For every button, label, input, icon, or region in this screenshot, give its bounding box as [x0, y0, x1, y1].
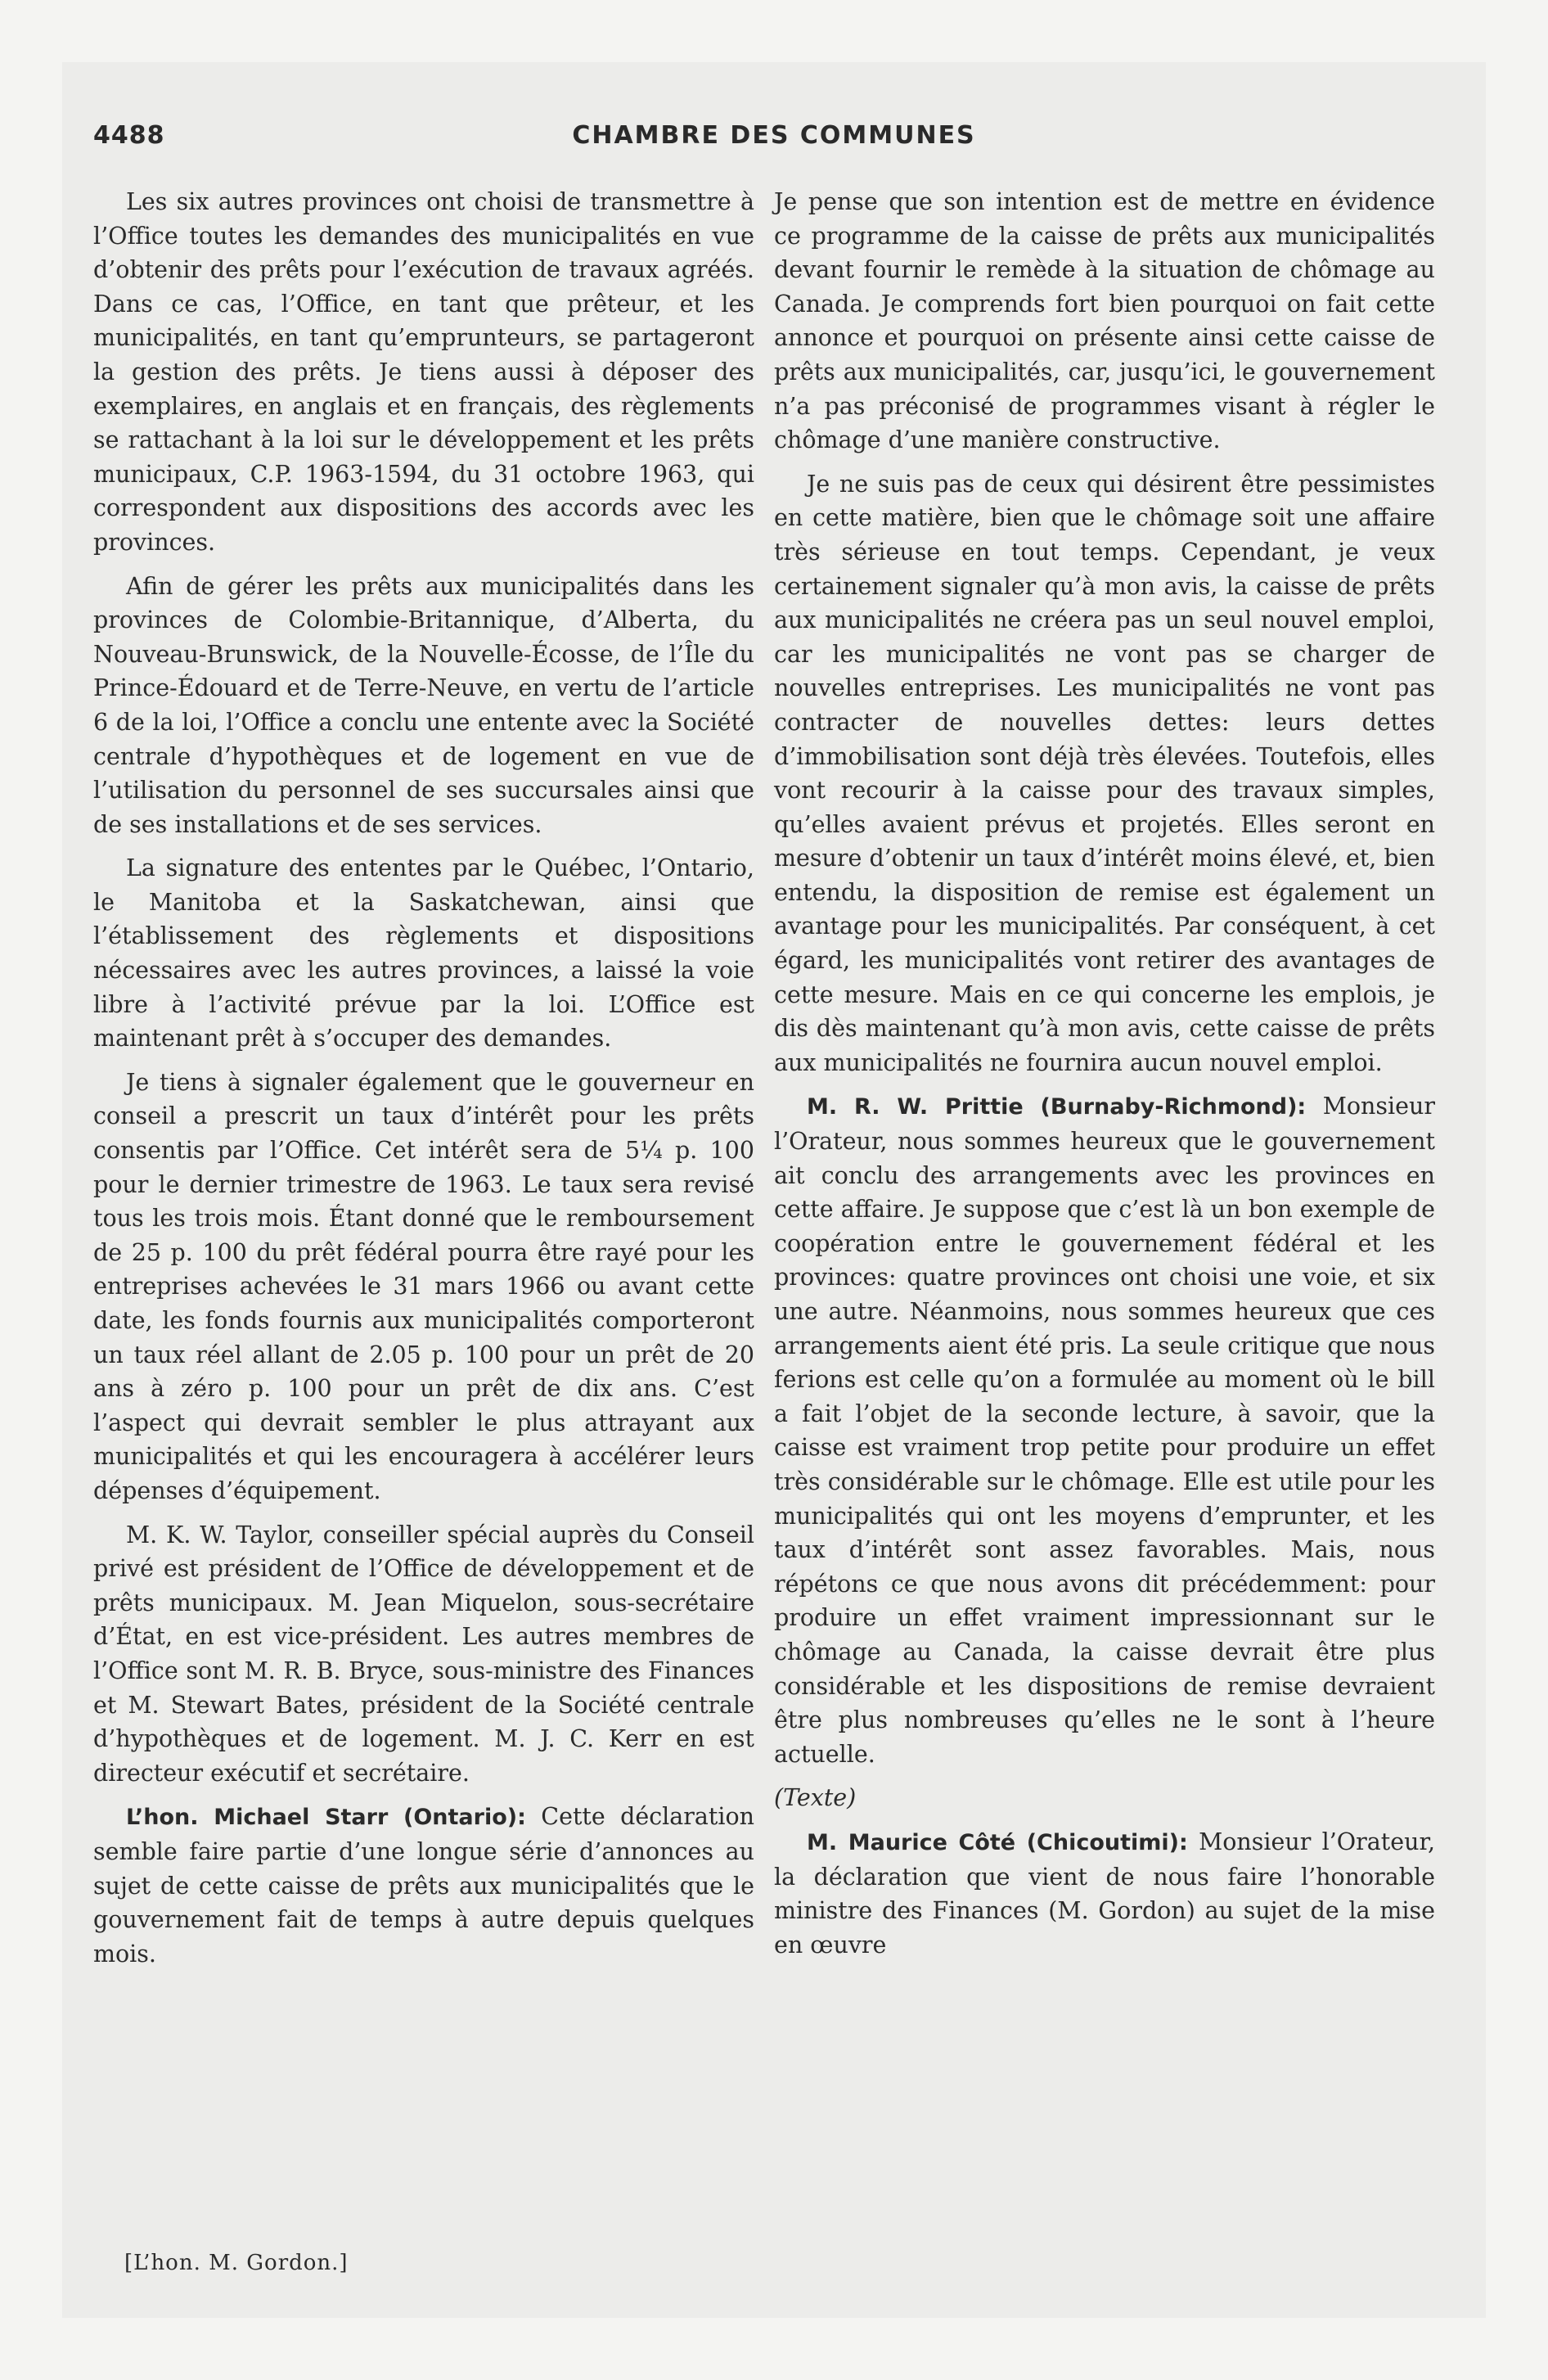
paragraph: Les six autres provinces ont choisi de transmettre à l’Office toutes les demandes des municipalités en vue d’obtenir des prêts pour l’exécution de travaux agréés. Dans ce cas, l’Office, en tant que prêteur, et les municipalités, en tant qu’emprunteurs, se partageront la gestion des prêts. Je tiens aussi à déposer des exemplaires, en anglais et en français, des règlements se rattachant à la loi sur le développement et les prêts municipaux, C.P. 1963-1594, du 31 octobre 1963, qui correspondent aux dispositions des accords avec les provinces. [93, 188, 754, 556]
paragraph: Je tiens à signaler également que le gouverneur en conseil a prescrit un taux d’intérêt pour les prêts consentis par l’Office. Cet intérêt sera de 5¼ p. 100 pour le dernier trimestre de 1963. Le taux sera revisé tous les trois mois. Étant donné que le remboursement de 25 p. 100 du prêt fédéral pourra être rayé pour les entreprises achevées le 31 mars 1966 ou avant cette date, les fonds fournis aux municipalités comporteront un taux réel allant de 2.05 p. 100 pour un prêt de 20 ans à zéro p. 100 pour un prêt de dix ans. C’est l’aspect qui devrait sembler le plus attrayant aux municipalités et qui les encouragera à accélérer leurs dépenses d’équipement. [93, 1068, 754, 1504]
running-head: CHAMBRE DES COMMUNES [572, 121, 976, 150]
paragraph: Je pense que son intention est de mettre en évidence ce programme de la caisse de prêts aux municipalités devant fournir le remède à la situation de chômage au Canada. Je comprends fort bien pourquoi on fait cette annonce et pourquoi on présente ainsi cette caisse de prêts aux municipalités, car, jusqu’ici, le gouvernement n’a pas préconisé de programmes visant à régler le chômage d’une manière constructive. [774, 188, 1435, 454]
language-marker: (Texte) [774, 1784, 857, 1812]
footer-note: [L’hon. M. Gordon.] [124, 2251, 349, 2275]
page-number: 4488 [93, 121, 165, 150]
speaker-name: M. Maurice Côté (Chicoutimi): [807, 1829, 1188, 1855]
speech-text: Monsieur l’Orateur, la déclaration que vient de nous faire l’honorable ministre des Finances (M. Gordon) au sujet de la mise en œuvre [774, 1828, 1435, 1959]
paragraph: Afin de gérer les prêts aux municipalités dans les provinces de Colombie-Britannique, d’Alberta, du Nouveau-Brunswick, de la Nouvelle-Écosse, de l’Île du Prince-Édouard et de Terre-Neuve, en vertu de l’article 6 de la loi, l’Office a conclu une entente avec la Société centrale d’hypothèques et de logement en vue de l’utilisation du personnel de ses succursales ainsi que de ses installations et de ses services. [93, 572, 754, 838]
right-column [774, 185, 1435, 1972]
speech-text: Cette déclaration semble faire partie d’une longue série d’annonces au sujet de cette caisse de prêts aux municipalités que le gouvernement fait de temps à autre depuis quelques mois. [93, 1803, 754, 1968]
paragraph: M. K. W. Taylor, conseiller spécial auprès du Conseil privé est président de l’Office de développement et de prêts municipaux. M. Jean Miquelon, sous-secrétaire d’État, en est vice-président. Les autres membres de l’Office sont M. R. B. Bryce, sous-ministre des Finances et M. Stewart Bates, président de la Société centrale d’hypothèques et de logement. M. J. C. Kerr en est directeur exécutif et secrétaire. [93, 1521, 754, 1787]
page-header [93, 121, 1455, 162]
speaker-name: L’hon. Michael Starr (Ontario): [126, 1805, 526, 1831]
paragraph: La signature des ententes par le Québec, l’Ontario, le Manitoba et la Saskatchewan, ainsi que l’établissement des règlements et dispositions nécessaires avec les autres provinces, a laissé la voie libre à l’activité prévue par la loi. L’Office est maintenant prêt à s’occuper des demandes. [93, 854, 754, 1053]
speech-text: Monsieur l’Orateur, nous sommes heureux que le gouvernement ait conclu des arrangements avec les provinces en cette affaire. Je suppose que c’est là un bon exemple de coopération entre le gouvernement fédéral et les provinces: quatre provinces ont choisi une voie, et six une autre. Néanmoins, nous sommes heureux que ces arrangements aient été pris. La seule critique que nous ferions est celle qu’on a formulée au moment où le bill a fait l’objet de la seconde lecture, à savoir, que la caisse est vraiment trop petite pour produire un effet très considérable sur le chômage. Elle est utile pour les municipalités qui ont les moyens d’emprunter, et les taux d’intérêt sont assez favorables. Mais, nous répétons ce que nous avons dit précédemment: pour produire un effet vraiment impressionnant sur le chômage au Canada, la caisse devrait être plus considérable et les dispositions de remise devraient être plus nombreuses qu’elles ne le sont à l’heure actuelle. [774, 1093, 1436, 1768]
speech-paragraph [774, 1089, 1435, 1771]
paragraph: Je ne suis pas de ceux qui désirent être pessimistes en cette matière, bien que le chômage soit une affaire très sérieuse en tout temps. Cependant, je veux certainement signaler qu’à mon avis, la caisse de prêts aux municipalités ne créera pas un seul nouvel emploi, car les municipalités ne vont pas se charger de nouvelles entreprises. Les municipalités ne vont pas contracter de nouvelles dettes: leurs dettes d’immobilisation sont déjà très élevées. Toutefois, elles vont recourir à la caisse pour des travaux simples, qu’elles avaient prévus et projetés. Elles seront en mesure d’obtenir un taux d’intérêt moins élevé, et, bien entendu, la disposition de remise est également un avantage pour les municipalités. Par conséquent, à cet égard, les municipalités vont retirer des avantages de cette mesure. Mais en ce qui concerne les emplois, je dis dès maintenant qu’à mon avis, cette caisse de prêts aux municipalités ne fournira aucun nouvel emploi. [774, 470, 1435, 1076]
speech-paragraph [774, 1825, 1435, 1962]
speaker-name: M. R. W. Prittie (Burnaby-Richmond): [807, 1094, 1307, 1120]
speech-paragraph [93, 1800, 754, 1971]
left-column [93, 185, 754, 1981]
